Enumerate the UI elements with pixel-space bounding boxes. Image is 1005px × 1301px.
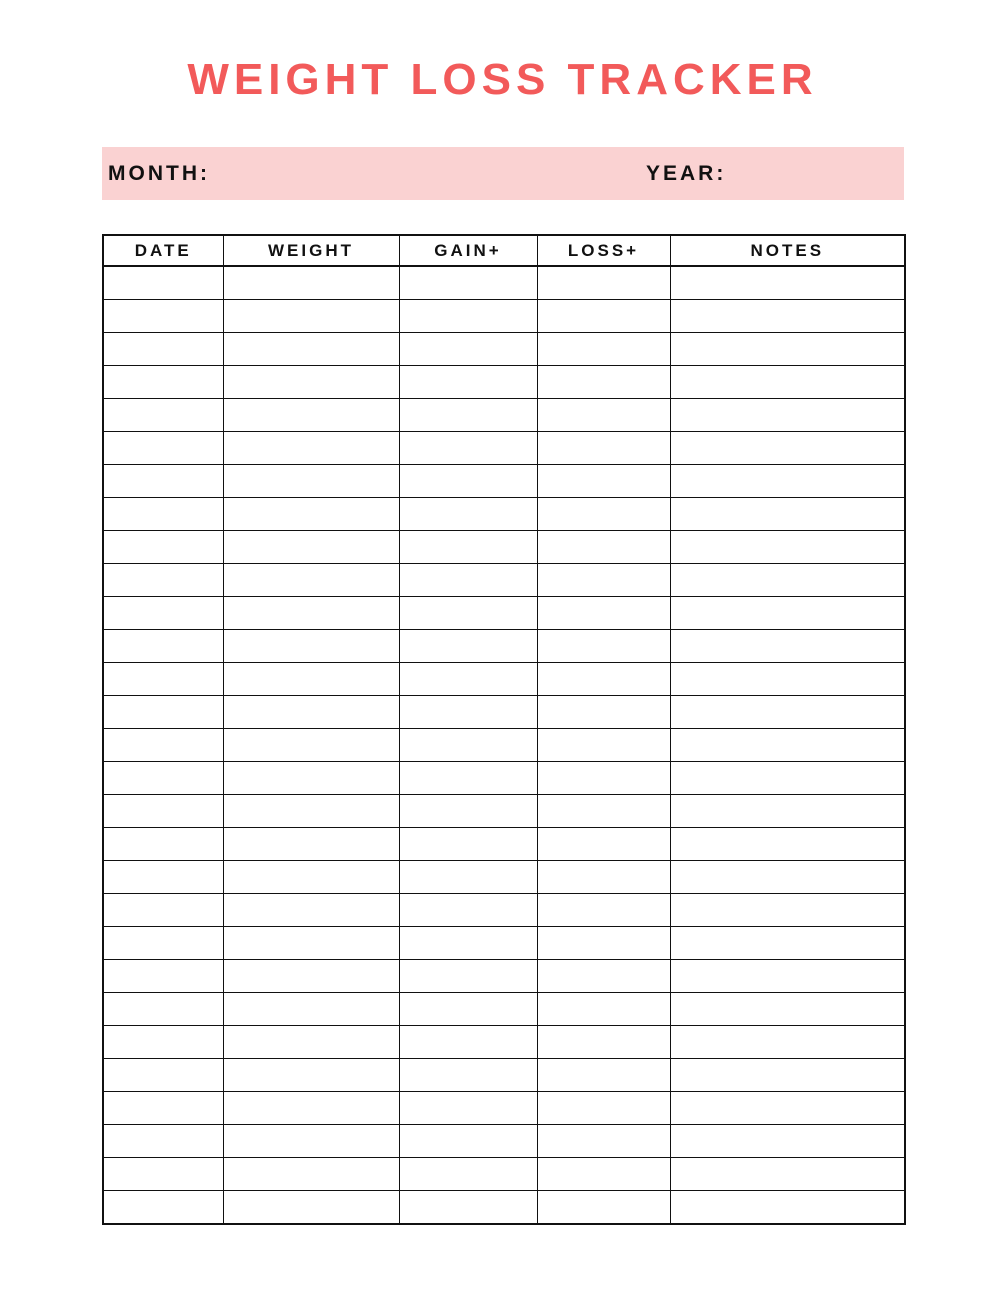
cell-gain[interactable] [399,993,537,1026]
cell-gain[interactable] [399,1092,537,1125]
table-row [103,300,905,333]
cell-notes[interactable] [670,663,905,696]
cell-gain[interactable] [399,762,537,795]
cell-weight[interactable] [223,696,399,729]
table-row [103,1092,905,1125]
cell-loss[interactable] [537,927,670,960]
cell-loss[interactable] [537,894,670,927]
cell-loss[interactable] [537,1125,670,1158]
cell-weight[interactable] [223,432,399,465]
cell-notes[interactable] [670,266,905,300]
tracker-table [102,234,906,1225]
cell-loss[interactable] [537,696,670,729]
cell-gain[interactable] [399,366,537,399]
cell-gain[interactable] [399,1059,537,1092]
table-row [103,1059,905,1092]
cell-weight[interactable] [223,993,399,1026]
table-row [103,366,905,399]
cell-loss[interactable] [537,1092,670,1125]
cell-notes[interactable] [670,432,905,465]
table-body [103,266,905,1224]
cell-weight[interactable] [223,894,399,927]
table-row [103,333,905,366]
page-title: WEIGHT LOSS TRACKER [187,55,818,104]
cell-weight[interactable] [223,300,399,333]
cell-date[interactable] [103,795,223,828]
cell-loss[interactable] [537,432,670,465]
cell-weight[interactable] [223,333,399,366]
cell-date[interactable] [103,300,223,333]
cell-loss[interactable] [537,333,670,366]
cell-date[interactable] [103,432,223,465]
cell-notes[interactable] [670,564,905,597]
table-row [103,1191,905,1225]
cell-weight[interactable] [223,663,399,696]
cell-gain[interactable] [399,1158,537,1191]
cell-date[interactable] [103,828,223,861]
cell-weight[interactable] [223,828,399,861]
cell-date[interactable] [103,927,223,960]
cell-notes[interactable] [670,1059,905,1092]
cell-weight[interactable] [223,1059,399,1092]
cell-notes[interactable] [670,465,905,498]
table-row [103,663,905,696]
table-header-row [103,235,905,266]
cell-gain[interactable] [399,630,537,663]
cell-notes[interactable] [670,828,905,861]
cell-notes[interactable] [670,1125,905,1158]
cell-date[interactable] [103,399,223,432]
cell-date[interactable] [103,663,223,696]
cell-loss[interactable] [537,597,670,630]
cell-loss[interactable] [537,960,670,993]
cell-loss[interactable] [537,366,670,399]
cell-loss[interactable] [537,531,670,564]
cell-notes[interactable] [670,597,905,630]
cell-weight[interactable] [223,597,399,630]
cell-gain[interactable] [399,927,537,960]
cell-loss[interactable] [537,762,670,795]
cell-date[interactable] [103,1191,223,1225]
cell-date[interactable] [103,960,223,993]
cell-notes[interactable] [670,795,905,828]
cell-gain[interactable] [399,300,537,333]
month-year-bar [102,147,904,200]
table-row [103,498,905,531]
cell-gain[interactable] [399,564,537,597]
cell-loss[interactable] [537,729,670,762]
cell-gain[interactable] [399,498,537,531]
cell-weight[interactable] [223,927,399,960]
cell-date[interactable] [103,1026,223,1059]
cell-gain[interactable] [399,465,537,498]
cell-notes[interactable] [670,927,905,960]
cell-gain[interactable] [399,399,537,432]
table-row [103,399,905,432]
column-header-loss: LOSS+ [537,235,670,266]
cell-loss[interactable] [537,795,670,828]
cell-notes[interactable] [670,531,905,564]
cell-weight[interactable] [223,960,399,993]
cell-date[interactable] [103,1158,223,1191]
column-header-notes: NOTES [670,235,905,266]
cell-gain[interactable] [399,531,537,564]
cell-date[interactable] [103,729,223,762]
table-row [103,1158,905,1191]
cell-gain[interactable] [399,663,537,696]
cell-notes[interactable] [670,960,905,993]
cell-gain[interactable] [399,266,537,300]
cell-weight[interactable] [223,762,399,795]
cell-loss[interactable] [537,630,670,663]
table-row [103,597,905,630]
cell-date[interactable] [103,861,223,894]
cell-notes[interactable] [670,498,905,531]
cell-notes[interactable] [670,300,905,333]
cell-date[interactable] [103,894,223,927]
cell-loss[interactable] [537,993,670,1026]
cell-loss[interactable] [537,663,670,696]
cell-gain[interactable] [399,597,537,630]
cell-gain[interactable] [399,1191,537,1225]
cell-notes[interactable] [670,993,905,1026]
cell-date[interactable] [103,1059,223,1092]
cell-gain[interactable] [399,1026,537,1059]
cell-weight[interactable] [223,531,399,564]
cell-notes[interactable] [670,366,905,399]
cell-notes[interactable] [670,333,905,366]
cell-weight[interactable] [223,1191,399,1225]
cell-notes[interactable] [670,630,905,663]
cell-loss[interactable] [537,828,670,861]
table-row [103,465,905,498]
table-row [103,762,905,795]
cell-gain[interactable] [399,333,537,366]
cell-notes[interactable] [670,1158,905,1191]
cell-date[interactable] [103,333,223,366]
cell-date[interactable] [103,465,223,498]
cell-notes[interactable] [670,762,905,795]
table-row [103,432,905,465]
table-row [103,861,905,894]
cell-gain[interactable] [399,960,537,993]
cell-date[interactable] [103,531,223,564]
table-row [103,927,905,960]
table-row [103,894,905,927]
year-label: YEAR: [646,162,727,185]
cell-weight[interactable] [223,399,399,432]
cell-date[interactable] [103,1092,223,1125]
cell-date[interactable] [103,993,223,1026]
cell-notes[interactable] [670,729,905,762]
cell-loss[interactable] [537,861,670,894]
cell-weight[interactable] [223,729,399,762]
table-row [103,1125,905,1158]
cell-weight[interactable] [223,630,399,663]
cell-weight[interactable] [223,1125,399,1158]
cell-loss[interactable] [537,266,670,300]
column-header-date: DATE [103,235,223,266]
column-header-weight: WEIGHT [223,235,399,266]
table-row [103,696,905,729]
cell-date[interactable] [103,366,223,399]
cell-notes[interactable] [670,1092,905,1125]
cell-date[interactable] [103,630,223,663]
cell-notes[interactable] [670,696,905,729]
cell-loss[interactable] [537,300,670,333]
cell-loss[interactable] [537,1059,670,1092]
table-row [103,960,905,993]
cell-weight[interactable] [223,1158,399,1191]
table-row [103,993,905,1026]
cell-loss[interactable] [537,564,670,597]
cell-gain[interactable] [399,729,537,762]
cell-weight[interactable] [223,1026,399,1059]
month-label: MONTH: [108,162,210,185]
table-row [103,564,905,597]
cell-notes[interactable] [670,1191,905,1225]
cell-loss[interactable] [537,465,670,498]
cell-weight[interactable] [223,861,399,894]
table-row [103,795,905,828]
cell-date[interactable] [103,696,223,729]
cell-loss[interactable] [537,1026,670,1059]
table-row [103,531,905,564]
cell-weight[interactable] [223,266,399,300]
cell-notes[interactable] [670,1026,905,1059]
cell-gain[interactable] [399,696,537,729]
cell-weight[interactable] [223,564,399,597]
cell-gain[interactable] [399,861,537,894]
cell-date[interactable] [103,266,223,300]
table-row [103,828,905,861]
table-row [103,1026,905,1059]
cell-notes[interactable] [670,894,905,927]
table-row [103,729,905,762]
cell-notes[interactable] [670,861,905,894]
cell-loss[interactable] [537,399,670,432]
cell-date[interactable] [103,1125,223,1158]
cell-gain[interactable] [399,894,537,927]
cell-weight[interactable] [223,366,399,399]
column-header-gain: GAIN+ [399,235,537,266]
cell-gain[interactable] [399,1125,537,1158]
cell-weight[interactable] [223,795,399,828]
cell-loss[interactable] [537,1191,670,1225]
cell-date[interactable] [103,597,223,630]
cell-loss[interactable] [537,1158,670,1191]
cell-gain[interactable] [399,828,537,861]
cell-date[interactable] [103,564,223,597]
cell-date[interactable] [103,762,223,795]
table-row [103,266,905,300]
table-row [103,630,905,663]
cell-weight[interactable] [223,1092,399,1125]
cell-date[interactable] [103,498,223,531]
cell-weight[interactable] [223,465,399,498]
cell-gain[interactable] [399,432,537,465]
cell-loss[interactable] [537,498,670,531]
cell-notes[interactable] [670,399,905,432]
cell-weight[interactable] [223,498,399,531]
cell-gain[interactable] [399,795,537,828]
